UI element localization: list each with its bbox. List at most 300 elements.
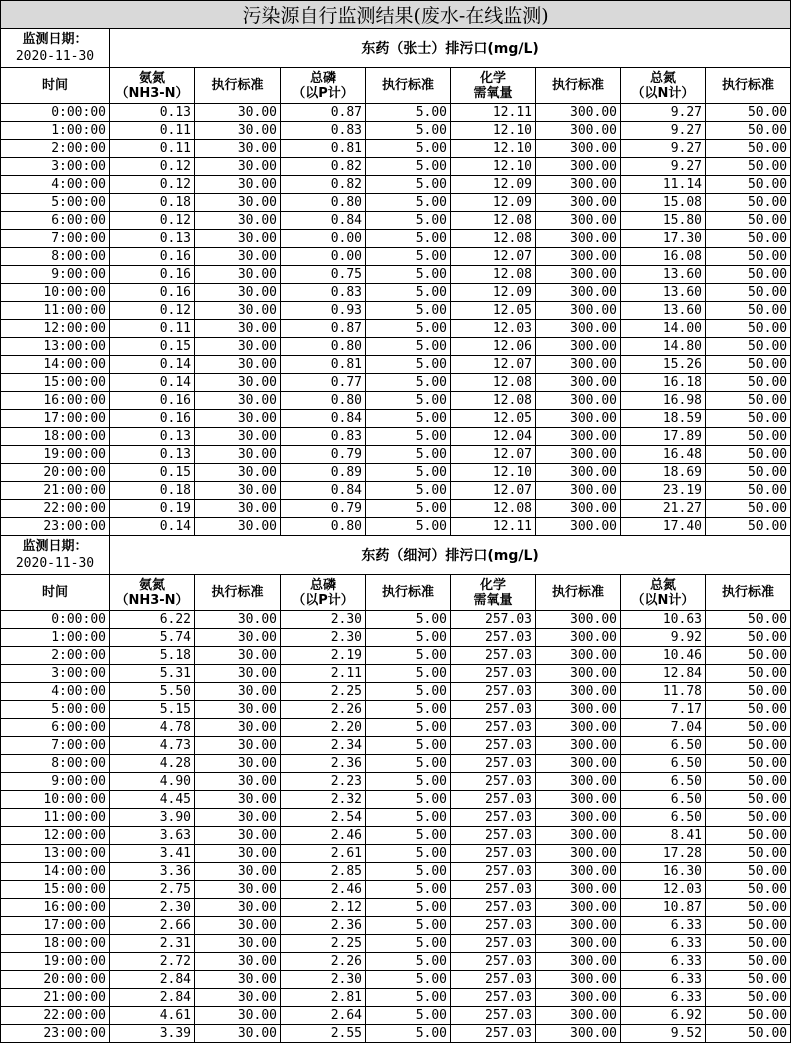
value-cell: 12.09 [451,194,536,212]
value-cell: 16.30 [621,863,706,881]
table-row [1,1007,791,1025]
value-cell: 15.80 [621,212,706,230]
value-cell: 50.00 [706,701,791,719]
value-cell: 12.08 [451,212,536,230]
value-cell: 2.26 [281,953,366,971]
value-cell: 2.30 [281,629,366,647]
value-cell: 5.00 [366,827,451,845]
value-cell: 23.19 [621,482,706,500]
value-cell: 0.18 [110,482,195,500]
column-header: 时间 [1,575,110,611]
table-row [1,266,791,284]
value-cell: 6.33 [621,989,706,1007]
table-row [1,284,791,302]
value-cell: 257.03 [451,665,536,683]
value-cell: 7.04 [621,719,706,737]
table-row [1,737,791,755]
value-cell: 257.03 [451,719,536,737]
time-cell: 17:00:00 [1,917,110,935]
value-cell: 0.81 [281,356,366,374]
value-cell: 300.00 [536,899,621,917]
value-cell: 5.00 [366,428,451,446]
value-cell: 30.00 [195,428,281,446]
table-row [1,629,791,647]
value-cell: 0.80 [281,518,366,536]
value-cell: 12.09 [451,176,536,194]
monitoring-date-label: 监测日期： [22,539,88,554]
value-cell: 10.46 [621,647,706,665]
value-cell: 30.00 [195,1007,281,1025]
value-cell: 12.07 [451,248,536,266]
value-cell: 5.00 [366,989,451,1007]
value-cell: 5.00 [366,881,451,899]
value-cell: 0.82 [281,158,366,176]
table-row [1,392,791,410]
value-cell: 12.10 [451,464,536,482]
value-cell: 30.00 [195,140,281,158]
value-cell: 50.00 [706,392,791,410]
table-row [1,647,791,665]
value-cell: 17.40 [621,518,706,536]
value-cell: 5.00 [366,1025,451,1043]
value-cell: 30.00 [195,845,281,863]
value-cell: 5.00 [366,176,451,194]
value-cell: 0.13 [110,428,195,446]
value-cell: 5.00 [366,140,451,158]
value-cell: 2.75 [110,881,195,899]
value-cell: 300.00 [536,230,621,248]
value-cell: 0.13 [110,446,195,464]
time-cell: 21:00:00 [1,482,110,500]
time-cell: 0:00:00 [1,104,110,122]
time-cell: 23:00:00 [1,518,110,536]
column-header: 氨氮 （NH3-N） [110,68,195,104]
value-cell: 7.17 [621,701,706,719]
value-cell: 300.00 [536,701,621,719]
value-cell: 300.00 [536,629,621,647]
value-cell: 50.00 [706,989,791,1007]
value-cell: 0.84 [281,482,366,500]
time-cell: 0:00:00 [1,611,110,629]
table-row [1,917,791,935]
value-cell: 12.11 [451,518,536,536]
time-cell: 8:00:00 [1,248,110,266]
value-cell: 5.00 [366,338,451,356]
column-header: 执行标准 [195,575,281,611]
value-cell: 5.50 [110,683,195,701]
value-cell: 30.00 [195,773,281,791]
value-cell: 30.00 [195,953,281,971]
value-cell: 257.03 [451,755,536,773]
value-cell: 257.03 [451,701,536,719]
value-cell: 12.05 [451,410,536,428]
value-cell: 300.00 [536,500,621,518]
value-cell: 50.00 [706,1007,791,1025]
table-row [1,230,791,248]
table-row [1,428,791,446]
value-cell: 30.00 [195,266,281,284]
value-cell: 50.00 [706,446,791,464]
value-cell: 300.00 [536,212,621,230]
value-cell: 8.41 [621,827,706,845]
value-cell: 16.08 [621,248,706,266]
value-cell: 0.14 [110,374,195,392]
value-cell: 5.00 [366,446,451,464]
table-row [1,464,791,482]
value-cell: 5.00 [366,845,451,863]
value-cell: 0.19 [110,500,195,518]
value-cell: 30.00 [195,683,281,701]
value-cell: 4.78 [110,719,195,737]
time-cell: 9:00:00 [1,266,110,284]
value-cell: 257.03 [451,737,536,755]
column-header-row [1,575,791,611]
column-header: 执行标准 [706,68,791,104]
value-cell: 50.00 [706,1025,791,1043]
value-cell: 300.00 [536,374,621,392]
value-cell: 12.08 [451,500,536,518]
value-cell: 2.34 [281,737,366,755]
value-cell: 50.00 [706,773,791,791]
value-cell: 30.00 [195,374,281,392]
value-cell: 12.10 [451,122,536,140]
time-cell: 15:00:00 [1,881,110,899]
value-cell: 12.06 [451,338,536,356]
table-row [1,212,791,230]
title-row [1,1,791,29]
table-row [1,500,791,518]
value-cell: 6.33 [621,953,706,971]
value-cell: 50.00 [706,158,791,176]
value-cell: 5.00 [366,284,451,302]
value-cell: 257.03 [451,611,536,629]
value-cell: 5.00 [366,863,451,881]
value-cell: 5.15 [110,701,195,719]
value-cell: 4.28 [110,755,195,773]
value-cell: 0.13 [110,104,195,122]
value-cell: 30.00 [195,284,281,302]
value-cell: 50.00 [706,266,791,284]
value-cell: 2.81 [281,989,366,1007]
value-cell: 300.00 [536,284,621,302]
time-cell: 21:00:00 [1,989,110,1007]
value-cell: 5.31 [110,665,195,683]
value-cell: 12.84 [621,665,706,683]
table-row [1,248,791,266]
time-cell: 5:00:00 [1,701,110,719]
value-cell: 300.00 [536,827,621,845]
value-cell: 50.00 [706,338,791,356]
value-cell: 257.03 [451,827,536,845]
time-cell: 20:00:00 [1,971,110,989]
value-cell: 300.00 [536,356,621,374]
value-cell: 6.22 [110,611,195,629]
value-cell: 2.30 [110,899,195,917]
value-cell: 50.00 [706,755,791,773]
column-header: 执行标准 [366,68,451,104]
value-cell: 257.03 [451,809,536,827]
value-cell: 30.00 [195,989,281,1007]
value-cell: 30.00 [195,701,281,719]
value-cell: 30.00 [195,917,281,935]
section-info-row [1,29,791,68]
value-cell: 300.00 [536,446,621,464]
table-row [1,971,791,989]
value-cell: 11.14 [621,176,706,194]
value-cell: 30.00 [195,482,281,500]
value-cell: 16.18 [621,374,706,392]
value-cell: 16.48 [621,446,706,464]
column-header: 氨氮 （NH3-N） [110,575,195,611]
value-cell: 50.00 [706,122,791,140]
value-cell: 300.00 [536,1025,621,1043]
table-row [1,320,791,338]
value-cell: 50.00 [706,737,791,755]
value-cell: 0.16 [110,410,195,428]
value-cell: 300.00 [536,755,621,773]
value-cell: 0.16 [110,266,195,284]
table-row [1,989,791,1007]
value-cell: 0.16 [110,392,195,410]
value-cell: 2.72 [110,953,195,971]
value-cell: 0.82 [281,176,366,194]
value-cell: 5.00 [366,194,451,212]
time-cell: 5:00:00 [1,194,110,212]
value-cell: 5.00 [366,302,451,320]
value-cell: 5.00 [366,953,451,971]
value-cell: 9.27 [621,122,706,140]
table-row [1,863,791,881]
value-cell: 9.27 [621,104,706,122]
value-cell: 5.00 [366,701,451,719]
value-cell: 50.00 [706,428,791,446]
value-cell: 13.60 [621,266,706,284]
table-row [1,827,791,845]
value-cell: 30.00 [195,248,281,266]
value-cell: 30.00 [195,647,281,665]
table-row [1,773,791,791]
value-cell: 12.07 [451,482,536,500]
value-cell: 4.61 [110,1007,195,1025]
value-cell: 0.14 [110,518,195,536]
column-header: 化学 需氧量 [451,575,536,611]
column-header: 化学 需氧量 [451,68,536,104]
value-cell: 5.00 [366,464,451,482]
value-cell: 0.00 [281,248,366,266]
value-cell: 5.00 [366,1007,451,1025]
value-cell: 2.12 [281,899,366,917]
value-cell: 0.16 [110,284,195,302]
value-cell: 30.00 [195,935,281,953]
value-cell: 5.00 [366,230,451,248]
value-cell: 12.03 [451,320,536,338]
time-cell: 6:00:00 [1,212,110,230]
value-cell: 257.03 [451,917,536,935]
value-cell: 50.00 [706,683,791,701]
report-title: 污染源自行监测结果(废水-在线监测) [1,1,791,29]
table-row [1,791,791,809]
time-cell: 11:00:00 [1,302,110,320]
value-cell: 300.00 [536,863,621,881]
value-cell: 0.00 [281,230,366,248]
value-cell: 2.30 [281,611,366,629]
value-cell: 17.30 [621,230,706,248]
value-cell: 0.12 [110,176,195,194]
value-cell: 0.79 [281,500,366,518]
value-cell: 12.11 [451,104,536,122]
value-cell: 50.00 [706,248,791,266]
value-cell: 5.00 [366,719,451,737]
value-cell: 50.00 [706,302,791,320]
value-cell: 5.00 [366,410,451,428]
value-cell: 5.00 [366,971,451,989]
value-cell: 50.00 [706,953,791,971]
value-cell: 5.00 [366,122,451,140]
value-cell: 300.00 [536,737,621,755]
value-cell: 2.26 [281,701,366,719]
value-cell: 300.00 [536,320,621,338]
value-cell: 50.00 [706,845,791,863]
table-row [1,953,791,971]
value-cell: 300.00 [536,845,621,863]
table-row [1,683,791,701]
value-cell: 5.00 [366,392,451,410]
table-row [1,935,791,953]
value-cell: 2.11 [281,665,366,683]
value-cell: 30.00 [195,881,281,899]
time-cell: 2:00:00 [1,140,110,158]
value-cell: 0.75 [281,266,366,284]
value-cell: 50.00 [706,410,791,428]
value-cell: 30.00 [195,1025,281,1043]
table-row [1,482,791,500]
value-cell: 2.23 [281,773,366,791]
value-cell: 5.00 [366,320,451,338]
value-cell: 30.00 [195,410,281,428]
value-cell: 5.00 [366,356,451,374]
value-cell: 30.00 [195,665,281,683]
value-cell: 12.08 [451,266,536,284]
time-cell: 1:00:00 [1,629,110,647]
value-cell: 6.33 [621,935,706,953]
value-cell: 50.00 [706,176,791,194]
value-cell: 2.85 [281,863,366,881]
value-cell: 30.00 [195,500,281,518]
table-row [1,122,791,140]
value-cell: 30.00 [195,971,281,989]
table-row [1,611,791,629]
value-cell: 14.00 [621,320,706,338]
value-cell: 0.83 [281,428,366,446]
time-cell: 9:00:00 [1,773,110,791]
value-cell: 257.03 [451,629,536,647]
value-cell: 30.00 [195,302,281,320]
value-cell: 300.00 [536,194,621,212]
value-cell: 300.00 [536,665,621,683]
value-cell: 50.00 [706,719,791,737]
value-cell: 0.18 [110,194,195,212]
value-cell: 30.00 [195,320,281,338]
time-cell: 23:00:00 [1,1025,110,1043]
value-cell: 0.84 [281,212,366,230]
value-cell: 3.63 [110,827,195,845]
value-cell: 0.77 [281,374,366,392]
monitoring-date-value: 2020-11-30 [15,556,95,571]
value-cell: 257.03 [451,899,536,917]
column-header-row [1,68,791,104]
table-row [1,140,791,158]
value-cell: 5.00 [366,212,451,230]
column-header: 总磷 （以P计） [281,68,366,104]
value-cell: 50.00 [706,791,791,809]
table-row [1,302,791,320]
value-cell: 2.36 [281,917,366,935]
value-cell: 12.05 [451,302,536,320]
value-cell: 4.45 [110,791,195,809]
value-cell: 30.00 [195,158,281,176]
time-cell: 3:00:00 [1,665,110,683]
value-cell: 0.12 [110,212,195,230]
value-cell: 5.00 [366,629,451,647]
value-cell: 5.00 [366,500,451,518]
value-cell: 300.00 [536,158,621,176]
time-cell: 14:00:00 [1,356,110,374]
value-cell: 5.00 [366,917,451,935]
column-header: 执行标准 [195,68,281,104]
value-cell: 15.08 [621,194,706,212]
value-cell: 2.55 [281,1025,366,1043]
value-cell: 30.00 [195,356,281,374]
table-row [1,104,791,122]
value-cell: 2.25 [281,683,366,701]
time-cell: 20:00:00 [1,464,110,482]
value-cell: 300.00 [536,392,621,410]
column-header: 执行标准 [706,575,791,611]
value-cell: 300.00 [536,1007,621,1025]
value-cell: 0.87 [281,320,366,338]
value-cell: 300.00 [536,971,621,989]
time-cell: 3:00:00 [1,158,110,176]
table-row [1,899,791,917]
value-cell: 5.00 [366,266,451,284]
table-row [1,845,791,863]
column-header: 总氮 （以N计） [621,575,706,611]
value-cell: 16.98 [621,392,706,410]
value-cell: 50.00 [706,629,791,647]
value-cell: 300.00 [536,881,621,899]
value-cell: 6.92 [621,1007,706,1025]
table-row [1,410,791,428]
value-cell: 50.00 [706,356,791,374]
value-cell: 50.00 [706,863,791,881]
table-row [1,374,791,392]
value-cell: 0.83 [281,122,366,140]
value-cell: 257.03 [451,647,536,665]
time-cell: 6:00:00 [1,719,110,737]
time-cell: 22:00:00 [1,1007,110,1025]
time-cell: 10:00:00 [1,284,110,302]
value-cell: 50.00 [706,482,791,500]
column-header: 执行标准 [536,68,621,104]
value-cell: 300.00 [536,647,621,665]
value-cell: 50.00 [706,971,791,989]
column-header: 执行标准 [536,575,621,611]
time-cell: 7:00:00 [1,230,110,248]
value-cell: 12.10 [451,158,536,176]
value-cell: 2.36 [281,755,366,773]
value-cell: 12.08 [451,374,536,392]
value-cell: 50.00 [706,809,791,827]
